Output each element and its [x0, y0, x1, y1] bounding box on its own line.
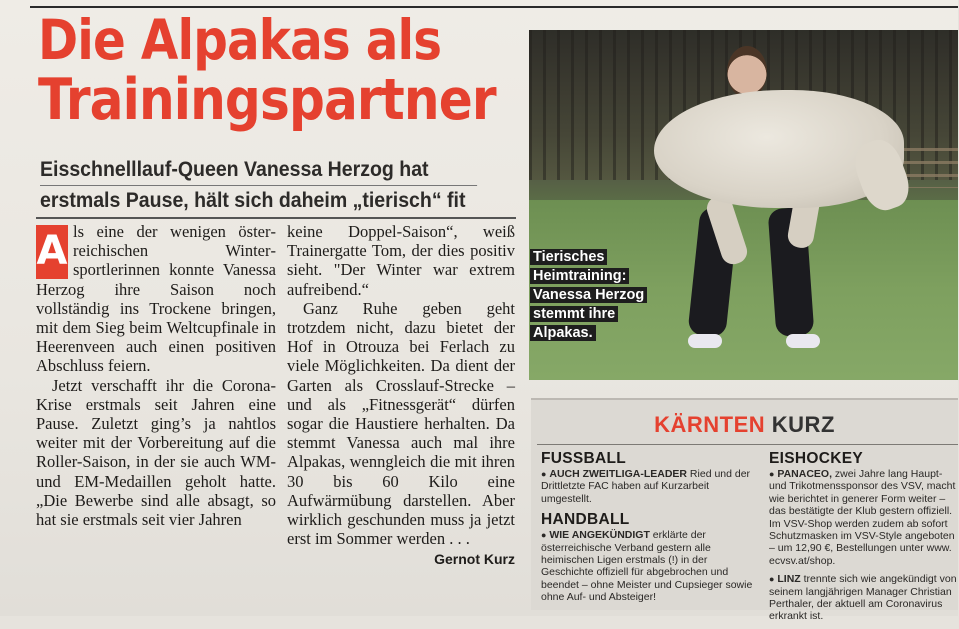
news-text: Ried und der Drittletzte FAC haben auf Kurzarbeit umgestellt.: [541, 468, 751, 505]
subheadline-line-2: erstmals Pause, hält sich daheim „tierisch“ fit: [40, 189, 466, 212]
caption-line: Alpakas.: [530, 325, 596, 341]
bullet-icon: ●: [541, 530, 547, 541]
kurz-title-dark: KURZ: [771, 412, 835, 437]
article-column-1: [36, 222, 276, 529]
news-text: erklärte der österreichische Verband gestern alle heimischen Ligen erstmals (!) in der Geschichte offiziell für abgebrochen und beendet – ohne Meister und Cupsieger sowie ohne Auf- und Absteiger!: [541, 529, 753, 604]
article-column-2: [287, 222, 515, 570]
bullet-icon: ●: [541, 469, 547, 479]
headline-line-2: Trainingspartner: [38, 67, 496, 133]
subheadline-line-1: Eisschnelllauf-Queen Vanessa Herzog hat: [40, 158, 429, 181]
subheadline-rule: [36, 217, 516, 219]
section-heading-handball: HANDBALL: [541, 511, 630, 529]
headline: [38, 8, 496, 133]
caption-line: Tierisches: [530, 249, 607, 265]
news-lead: WIE ANGEKÜNDIGT: [549, 529, 650, 542]
kurz-title: [531, 412, 958, 438]
news-text: trennte sich wie angekündigt von seinem langjährigen Manager Christian Perthaler, der aktuell am Coronavirus erkrankt ist.: [769, 573, 957, 623]
photo-shoe-left: [688, 334, 722, 348]
kaernten-kurz-box: [531, 398, 958, 623]
article-paragraph: Jetzt verschafft ihr die Corona-Krise erstmals seit Jahren eine Pause. Zuletzt ging’s ja nahtlos weiter mit der Vorbereitung auf die Roller-Saison, in der sie auch WM- und EM-Medaillen geholt hatte. „Die Bewerbe sind alle absagt, so hat sie erstmals seit vier Jahren: [36, 375, 276, 530]
news-lead: LINZ: [777, 573, 801, 586]
kurz-title-red: KÄRNTEN: [654, 412, 766, 437]
news-text: zwei Jahre lang Haupt- und Trikotmenssponsor des VSV, macht wie berichtet in generer Form weiter – das bestätigte der Klub gestern offiziell. Im VSV-Shop werden zudem ab sofort Schutzmasken im VSV-Style angeboten – um 12,90 €, Bestellungen unter www. ecvsv.at/shop.: [769, 468, 956, 567]
kurz-rule: [537, 444, 958, 445]
caption-line: stemmt ihre: [530, 306, 618, 322]
section-heading-fussball: FUSSBALL: [541, 450, 627, 467]
caption-line: Vanessa Herzog: [530, 287, 647, 303]
caption-line: Heimtraining:: [530, 268, 629, 284]
news-lead: PANACEO,: [777, 468, 833, 480]
photo-caption: [530, 248, 650, 343]
subheadline: [40, 156, 486, 215]
photo-shoe-right: [786, 334, 820, 348]
kurz-column-left: [541, 450, 756, 610]
paragraph-text: ls eine der wenigen österreichischen Wintersportlerinnen konnte Vanessa Herzog ihre Saison noch vollständig ins Trockene bringen, mit dem Sieg beim Weltcupfinale in Heerenveen auch einen positiven Abschluss feiern.: [36, 222, 276, 376]
news-lead: AUCH ZWEITLIGA-LEADER: [549, 468, 688, 480]
article-paragraph: keine Doppel-Saison“, weiß Trainergatte Tom, der dies positiv sieht. "Der Winter war extrem aufreibend.“: [287, 222, 515, 299]
section-heading-eishockey: EISHOCKEY: [769, 450, 863, 467]
kurz-column-right: [769, 450, 959, 629]
headline-line-1: Die Alpakas als: [38, 8, 442, 72]
news-item: [769, 468, 959, 567]
bullet-icon: ●: [769, 574, 775, 585]
byline: Gernot Kurz: [434, 551, 515, 568]
news-item: [769, 573, 959, 623]
news-item: [541, 529, 756, 603]
subheadline-divider: [40, 185, 477, 186]
article-paragraph: [36, 222, 276, 376]
bullet-icon: ●: [769, 469, 775, 479]
paragraph-text: Ganz Ruhe geben geht trotzdem nicht, dazu bietet der Hof in Otrouza bei Ferlach zu viele Möglichkeiten. Da dient der Garten als Crosslauf-Strecke – und als „Fitnessgerät“ dürfen sogar die Haustiere herhalten. Da stemmt Vanessa auch mal ihre Alpakas, wenngleich die mit ihren 30 bis 60 Kilo eine Aufwärmübung darstellen. Aber wirklich geschunden muss ja jetzt erst im Sommer werden . . .: [287, 298, 515, 549]
news-item: [541, 468, 756, 505]
drop-cap: A: [36, 225, 68, 279]
article-paragraph: [287, 298, 515, 568]
